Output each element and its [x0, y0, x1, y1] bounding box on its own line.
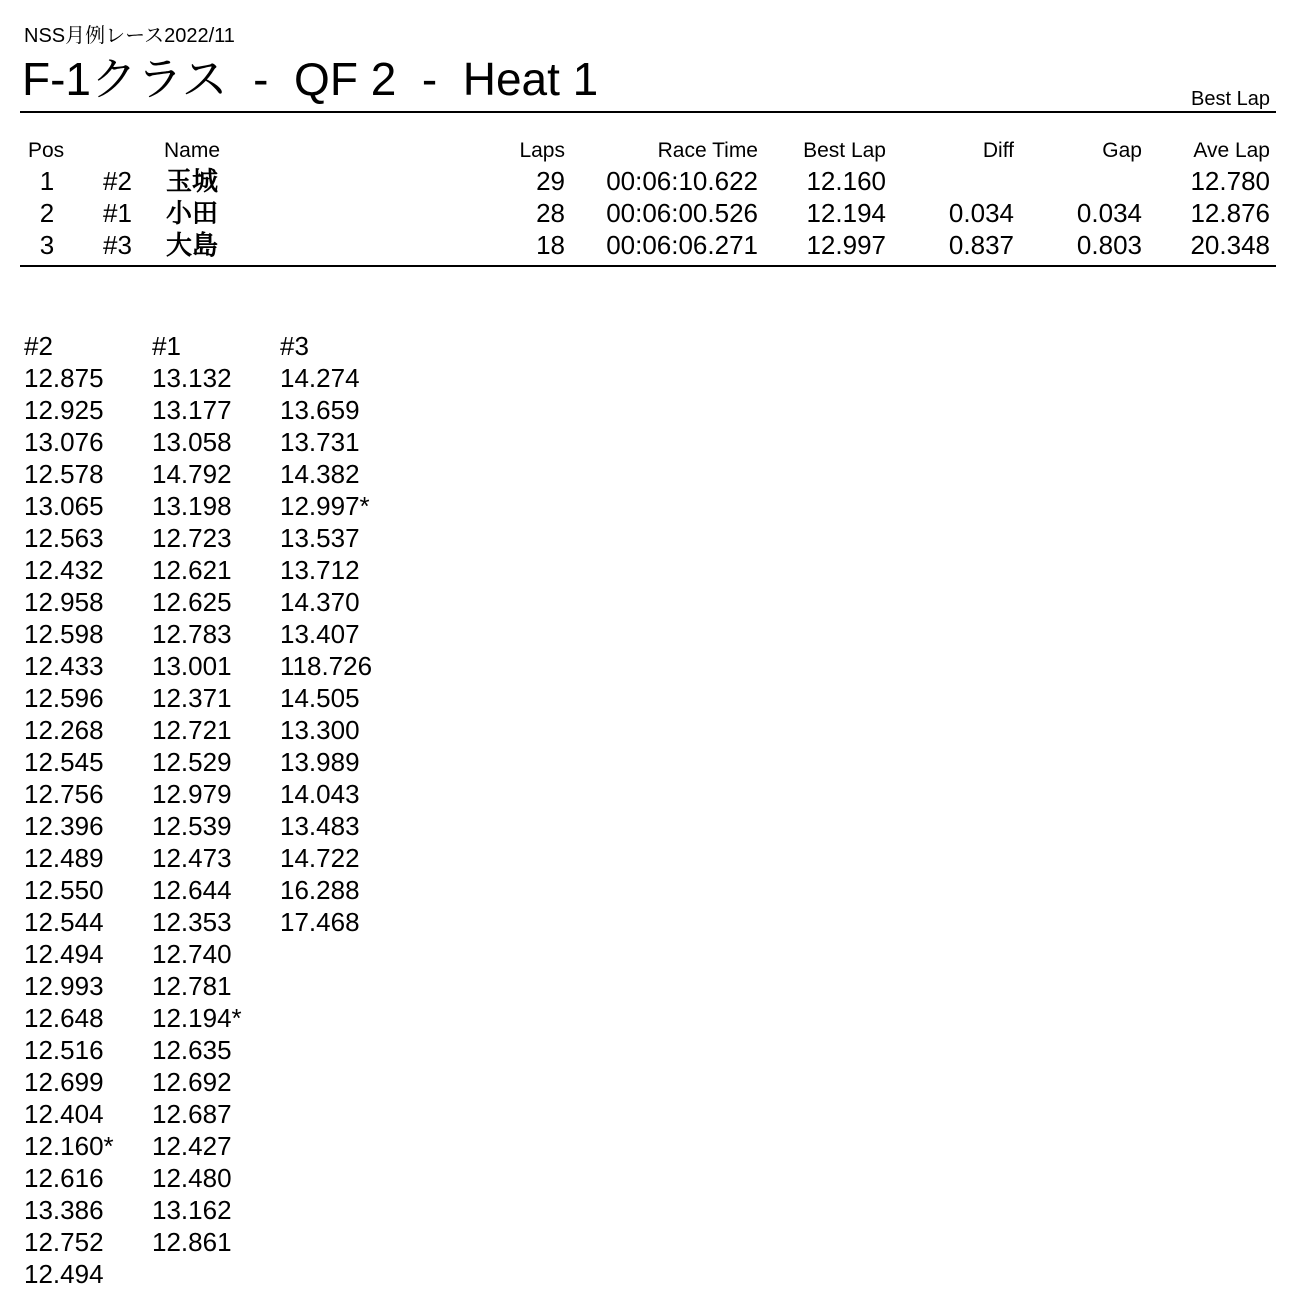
lap-time: 17.468 [280, 907, 360, 937]
column-header-laps: Laps [519, 139, 565, 162]
lap-time: 13.731 [280, 427, 360, 457]
column-header-diff: Diff [982, 139, 1014, 162]
lap-time: 13.132 [152, 363, 232, 393]
lap-time: 13.162 [152, 1195, 232, 1225]
result-car-number: #3 [103, 230, 132, 260]
lap-time: 12.516 [24, 1035, 104, 1065]
lap-time: 12.723 [152, 523, 232, 553]
lap-time: 12.783 [152, 619, 232, 649]
result-best-lap: 12.194 [806, 198, 886, 228]
lap-time: 12.752 [24, 1227, 104, 1257]
lap-time: 14.043 [280, 779, 360, 809]
result-car-number: #1 [103, 198, 132, 228]
lap-time: 12.545 [24, 747, 104, 777]
result-gap: 0.803 [1076, 230, 1142, 260]
lap-column-header: #2 [24, 331, 53, 361]
result-driver-name: 小田 [166, 198, 219, 228]
lap-time: 12.550 [24, 875, 104, 905]
result-laps: 28 [536, 198, 565, 228]
lap-time: 14.274 [280, 363, 360, 393]
lap-time: 13.300 [280, 715, 360, 745]
lap-time: 13.065 [24, 491, 104, 521]
result-driver-name: 玉城 [166, 166, 219, 196]
lap-time: 13.407 [280, 619, 360, 649]
best-lap-caption: Best Lap [1191, 88, 1270, 110]
lap-time: 13.659 [280, 395, 360, 425]
results-divider [20, 265, 1276, 267]
lap-time: 14.722 [280, 843, 360, 873]
lap-time: 13.177 [152, 395, 232, 425]
lap-time: 12.404 [24, 1099, 104, 1129]
lap-time: 13.198 [152, 491, 232, 521]
page-title: F-1クラス - QF 2 - Heat 1 [22, 53, 599, 105]
lap-time: 12.925 [24, 395, 104, 425]
lap-time: 12.861 [152, 1227, 232, 1257]
lap-column-header: #3 [280, 331, 309, 361]
column-header-gap: Gap [1102, 139, 1142, 162]
lap-time: 13.712 [280, 555, 360, 585]
lap-time: 12.494 [24, 1259, 104, 1289]
result-ave-lap: 12.876 [1190, 198, 1270, 228]
table-row [0, 165, 1302, 197]
lap-time: 14.370 [280, 587, 360, 617]
lap-time: 12.489 [24, 843, 104, 873]
lap-time: 12.958 [24, 587, 104, 617]
result-best-lap: 12.997 [806, 230, 886, 260]
lap-time: 12.644 [152, 875, 232, 905]
lap-time: 12.635 [152, 1035, 232, 1065]
lap-time: 13.386 [24, 1195, 104, 1225]
lap-time: 12.692 [152, 1067, 232, 1097]
lap-column [24, 330, 152, 1290]
result-laps: 18 [536, 230, 565, 260]
result-car-number: #2 [103, 166, 132, 196]
lap-time: 13.483 [280, 811, 360, 841]
lap-time: 12.687 [152, 1099, 232, 1129]
lap-time: 12.480 [152, 1163, 232, 1193]
lap-time: 12.621 [152, 555, 232, 585]
lap-time: 12.596 [24, 683, 104, 713]
column-header-best-lap: Best Lap [803, 139, 886, 162]
lap-time: 12.625 [152, 587, 232, 617]
result-best-lap: 12.160 [806, 166, 886, 196]
lap-time: 12.578 [24, 459, 104, 489]
column-header-name: Name [164, 139, 221, 162]
lap-time: 12.396 [24, 811, 104, 841]
lap-time: 13.058 [152, 427, 232, 457]
lap-column-header: #1 [152, 331, 181, 361]
lap-time: 12.616 [24, 1163, 104, 1193]
column-header-race-time: Race Time [657, 139, 758, 162]
lap-time: 12.979 [152, 779, 232, 809]
result-pos: 3 [39, 230, 55, 260]
lap-time: 12.494 [24, 939, 104, 969]
lap-time: 12.721 [152, 715, 232, 745]
lap-time: 12.194* [152, 1003, 242, 1033]
results-header-row [0, 137, 1302, 165]
lap-time: 12.993 [24, 971, 104, 1001]
column-header-pos: Pos [28, 139, 65, 162]
lap-time: 13.076 [24, 427, 104, 457]
result-race-time: 00:06:00.526 [606, 198, 758, 228]
result-ave-lap: 20.348 [1190, 230, 1270, 260]
result-ave-lap: 12.780 [1190, 166, 1270, 196]
lap-time: 12.781 [152, 971, 232, 1001]
lap-time: 13.537 [280, 523, 360, 553]
result-diff: 0.034 [948, 198, 1014, 228]
lap-time: 12.997* [280, 491, 370, 521]
lap-time: 12.598 [24, 619, 104, 649]
result-gap: 0.034 [1076, 198, 1142, 228]
lap-time: 12.160* [24, 1131, 114, 1161]
lap-time: 12.875 [24, 363, 104, 393]
lap-time: 12.648 [24, 1003, 104, 1033]
lap-time: 118.726 [280, 651, 373, 681]
column-header-ave-lap: Ave Lap [1193, 139, 1270, 162]
lap-time: 12.539 [152, 811, 232, 841]
lap-time: 12.740 [152, 939, 232, 969]
lap-time: 12.544 [24, 907, 104, 937]
header-divider [20, 111, 1276, 113]
results-table [0, 137, 1302, 261]
lap-time: 12.353 [152, 907, 232, 937]
result-laps: 29 [536, 166, 565, 196]
result-pos: 2 [39, 198, 55, 228]
lap-time: 12.529 [152, 747, 232, 777]
lap-time: 13.989 [280, 747, 360, 777]
lap-time: 12.371 [152, 683, 232, 713]
lap-time: 12.432 [24, 555, 104, 585]
result-diff: 0.837 [948, 230, 1014, 260]
lap-column [280, 330, 408, 938]
lap-time: 14.792 [152, 459, 232, 489]
result-pos: 1 [39, 166, 55, 196]
lap-time: 14.505 [280, 683, 360, 713]
lap-time: 16.288 [280, 875, 360, 905]
lap-time: 12.563 [24, 523, 104, 553]
lap-time: 12.473 [152, 843, 232, 873]
lap-time: 14.382 [280, 459, 360, 489]
result-race-time: 00:06:06.271 [606, 230, 758, 260]
lap-time: 12.756 [24, 779, 104, 809]
result-driver-name: 大島 [166, 230, 219, 260]
lap-time: 12.268 [24, 715, 104, 745]
table-row [0, 197, 1302, 229]
lap-time: 12.427 [152, 1131, 232, 1161]
event-name: NSS月例レース2022/11 [24, 25, 235, 47]
lap-time: 12.699 [24, 1067, 104, 1097]
result-race-time: 00:06:10.622 [606, 166, 758, 196]
lap-time: 13.001 [152, 651, 232, 681]
lap-column [152, 330, 280, 1258]
table-row [0, 229, 1302, 261]
lap-time: 12.433 [24, 651, 104, 681]
